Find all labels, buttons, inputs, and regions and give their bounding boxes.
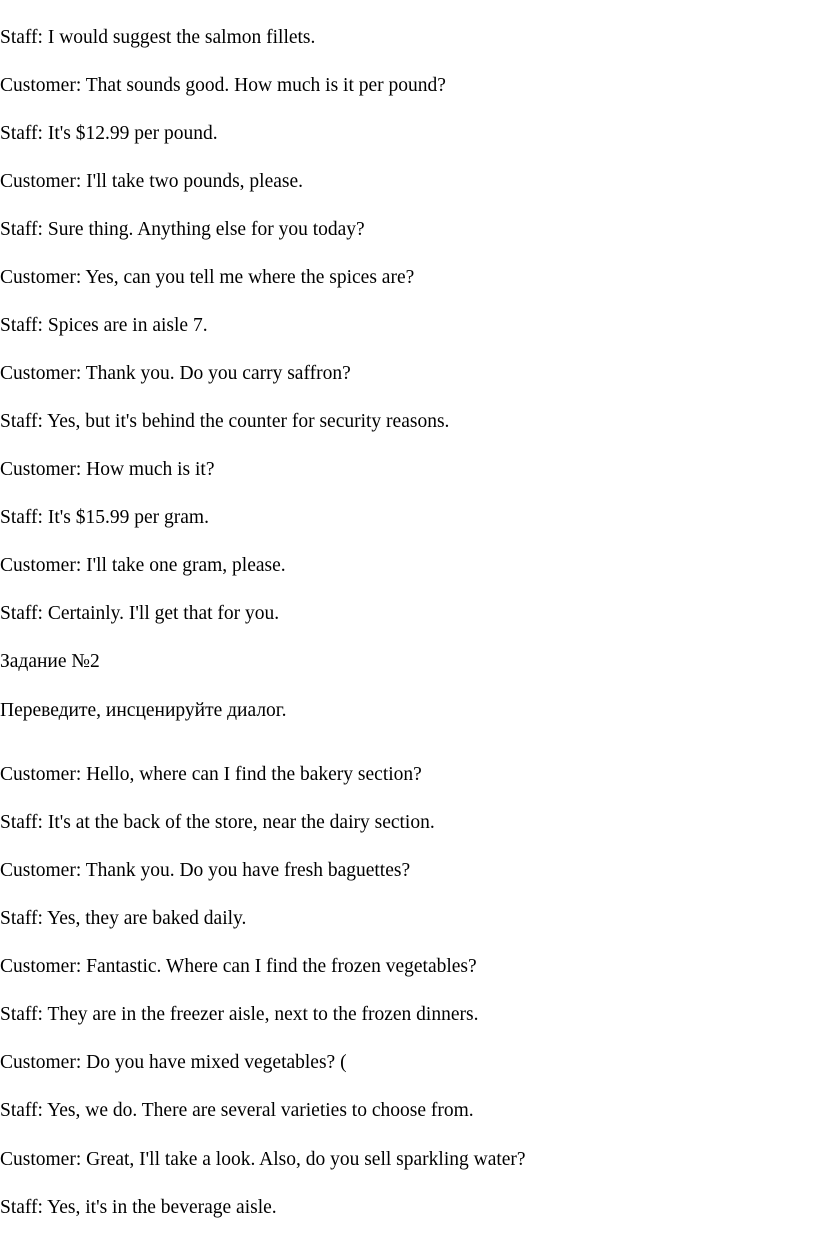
dialogue-line: Staff: Yes, but it's behind the counter for security reasons. <box>0 411 450 432</box>
dialogue-line: Staff: It's at the back of the store, near the dairy section. <box>0 812 435 833</box>
dialogue-line: Staff: Certainly. I'll get that for you. <box>0 603 280 624</box>
task-instruction: Переведите, инсценируйте диалог. <box>0 700 287 721</box>
dialogue-line: Staff: Sure thing. Anything else for you today? <box>0 219 365 240</box>
dialogue-line: Customer: Great, I'll take a look. Also, do you sell sparkling water? <box>0 1149 526 1170</box>
dialogue-line: Staff: It's $12.99 per pound. <box>0 123 218 144</box>
dialogue-line: Customer: Do you have mixed vegetables? ( <box>0 1052 347 1073</box>
task-heading: Задание №2 <box>0 651 100 672</box>
dialogue-line: Staff: Yes, we do. There are several varieties to choose from. <box>0 1100 474 1121</box>
dialogue-line: Customer: That sounds good. How much is it per pound? <box>0 75 446 96</box>
dialogue-line: Customer: I'll take one gram, please. <box>0 555 286 576</box>
dialogue-line: Customer: Thank you. Do you have fresh baguettes? <box>0 860 411 881</box>
dialogue-line: Customer: Hello, where can I find the bakery section? <box>0 764 422 785</box>
dialogue-line: Staff: It's $15.99 per gram. <box>0 507 209 528</box>
dialogue-line: Staff: Yes, they are baked daily. <box>0 908 247 929</box>
dialogue-line: Customer: How much is it? <box>0 459 215 480</box>
dialogue-line: Customer: I'll take two pounds, please. <box>0 171 304 192</box>
dialogue-line: Customer: Yes, can you tell me where the spices are? <box>0 267 415 288</box>
dialogue-line: Staff: I would suggest the salmon fillets. <box>0 27 316 48</box>
dialogue-line: Staff: Spices are in aisle 7. <box>0 315 208 336</box>
dialogue-line: Customer: Fantastic. Where can I find the frozen vegetables? <box>0 956 477 977</box>
dialogue-line: Customer: Thank you. Do you carry saffron? <box>0 363 351 384</box>
dialogue-line: Staff: Yes, it's in the beverage aisle. <box>0 1197 277 1218</box>
dialogue-line: Staff: They are in the freezer aisle, next to the frozen dinners. <box>0 1004 479 1025</box>
